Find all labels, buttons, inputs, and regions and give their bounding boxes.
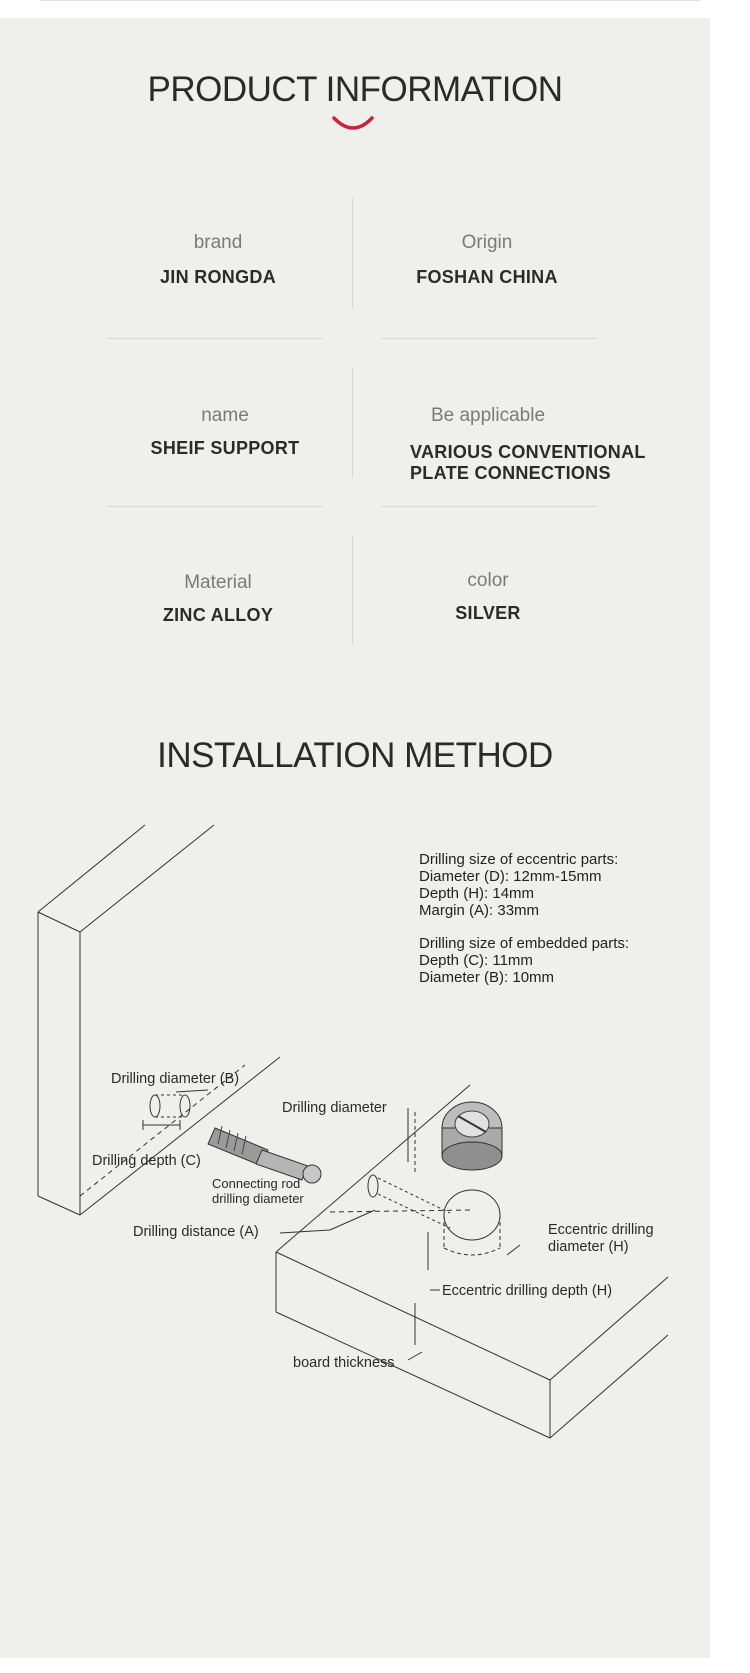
embedded-specs-title: Drilling size of embedded parts: — [419, 935, 630, 952]
spec-value-line: VARIOUS CONVENTIONAL — [410, 442, 646, 462]
installation-method-title: INSTALLATION METHOD — [157, 736, 553, 775]
eccentric-specs-title: Drilling size of eccentric parts: — [419, 851, 619, 868]
spec-value-line: PLATE CONNECTIONS — [410, 463, 611, 483]
spec-value: FOSHAN CHINA — [416, 267, 558, 287]
spec-value: JIN RONGDA — [159, 267, 276, 287]
spec-label: Origin — [461, 232, 513, 253]
eccentric-spec-line: Diameter (D): 12mm-15mm — [419, 868, 602, 885]
spec-value: SHEIF SUPPORT — [150, 438, 300, 458]
embedded-spec-line: Diameter (B): 10mm — [419, 969, 555, 986]
eccentric-cam-icon — [442, 1102, 502, 1170]
label-connecting-rod-diameter: drilling diameter — [212, 1191, 304, 1206]
spec-label: brand — [193, 232, 243, 253]
label-drilling-depth-c: Drilling depth (C) — [92, 1153, 201, 1169]
spec-value: SILVER — [455, 603, 521, 623]
label-connecting-rod: Connecting rod — [212, 1176, 301, 1191]
spec-label: color — [467, 570, 509, 591]
spec-label: Material — [184, 572, 252, 593]
spec-label: Be applicable — [430, 405, 546, 426]
label-board-thickness: board thickness — [293, 1355, 395, 1371]
label-drilling-diameter: Drilling diameter — [282, 1100, 387, 1116]
spec-label: name — [201, 405, 249, 426]
connecting-rod-icon — [208, 1126, 321, 1183]
spec-value: ZINC ALLOY — [162, 605, 274, 625]
label-drilling-distance-a: Drilling distance (A) — [133, 1224, 259, 1240]
eccentric-spec-line: Depth (H): 14mm — [419, 885, 535, 902]
label-eccentric-depth: Eccentric drilling depth (H) — [442, 1283, 613, 1299]
embedded-spec-line: Depth (C): 11mm — [419, 952, 533, 969]
product-information-title: PRODUCT INFORMATION — [147, 70, 563, 109]
eccentric-spec-line: Margin (A): 33mm — [419, 902, 540, 919]
label-eccentric-diameter-h: diameter (H) — [548, 1239, 629, 1255]
diagram-lines — [38, 825, 668, 1438]
label-eccentric-diameter: Eccentric drilling — [548, 1222, 654, 1238]
label-drilling-diameter-b: Drilling diameter (B) — [111, 1071, 240, 1087]
